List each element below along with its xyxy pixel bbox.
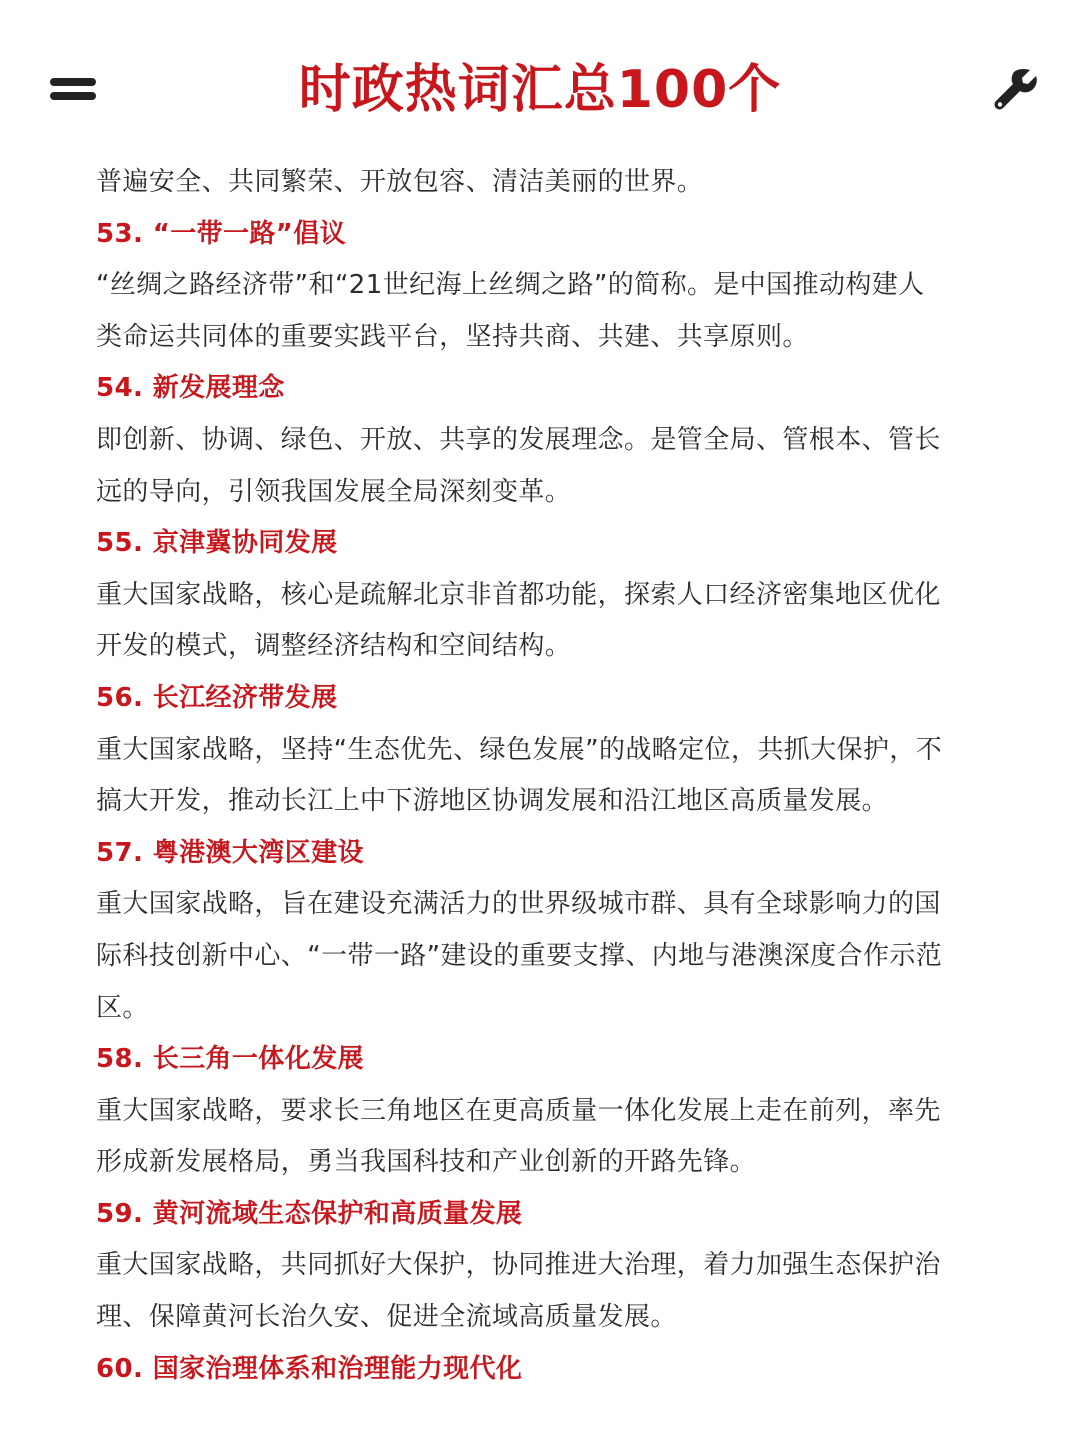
term-description-line: 际科技创新中心、“一带一路”建设的重要支撑、内地与港澳深度合作示范 (96, 940, 943, 971)
page-title: 时政热词汇总100个 (298, 60, 782, 120)
term-heading: 56. 长江经济带发展 (96, 682, 338, 713)
term-heading: 57. 粤港澳大湾区建设 (96, 837, 364, 868)
term-description-line: 形成新发展格局，勇当我国科技和产业创新的开路先锋。 (96, 1147, 757, 1178)
term-description-line: “丝绸之路经济带”和“21世纪海上丝绸之路”的简称。是中国推动构建人 (96, 270, 925, 301)
article-content (96, 157, 996, 1395)
term-description-line: 区。 (96, 992, 149, 1023)
term-description-line: 搞大开发，推动长江上中下游地区协调发展和沿江地区高质量发展。 (96, 786, 889, 817)
term-description-line: 重大国家战略，坚持“生态优先、绿色发展”的战略定位，共抓大保护，不 (96, 734, 943, 765)
term-heading: 53. “一带一路”倡议 (96, 218, 347, 249)
term-description-line: 远的导向，引领我国发展全局深刻变革。 (96, 476, 572, 507)
term-heading: 55. 京津冀协同发展 (96, 528, 338, 559)
term-description-line: 重大国家战略，共同抓好大保护，协同推进大治理，着力加强生态保护治 (96, 1250, 941, 1281)
term-description-line: 开发的模式，调整经济结构和空间结构。 (96, 631, 572, 662)
term-heading: 54. 新发展理念 (96, 373, 285, 404)
term-description-line: 普遍安全、共同繁荣、开放包容、清洁美丽的世界。 (96, 167, 704, 197)
term-heading: 59. 黄河流域生态保护和高质量发展 (96, 1198, 523, 1229)
term-description-line: 重大国家战略，旨在建设充满活力的世界级城市群、具有全球影响力的国 (96, 889, 941, 920)
term-description-line: 重大国家战略，要求长三角地区在更高质量一体化发展上走在前列，率先 (96, 1095, 941, 1126)
term-heading: 58. 长三角一体化发展 (96, 1044, 364, 1075)
term-heading: 60. 国家治理体系和治理能力现代化 (96, 1353, 523, 1384)
wrench-icon[interactable] (992, 66, 1040, 114)
term-description-line: 类命运共同体的重要实践平台，坚持共商、共建、共享原则。 (96, 321, 809, 352)
page-header (0, 0, 1080, 160)
term-description-line: 理、保障黄河长治久安、促进全流域高质量发展。 (96, 1302, 677, 1333)
term-description-line: 即创新、协调、绿色、开放、共享的发展理念。是管全局、管根本、管长 (96, 424, 941, 455)
term-description-line: 重大国家战略，核心是疏解北京非首都功能，探索人口经济密集地区优化 (96, 579, 941, 610)
